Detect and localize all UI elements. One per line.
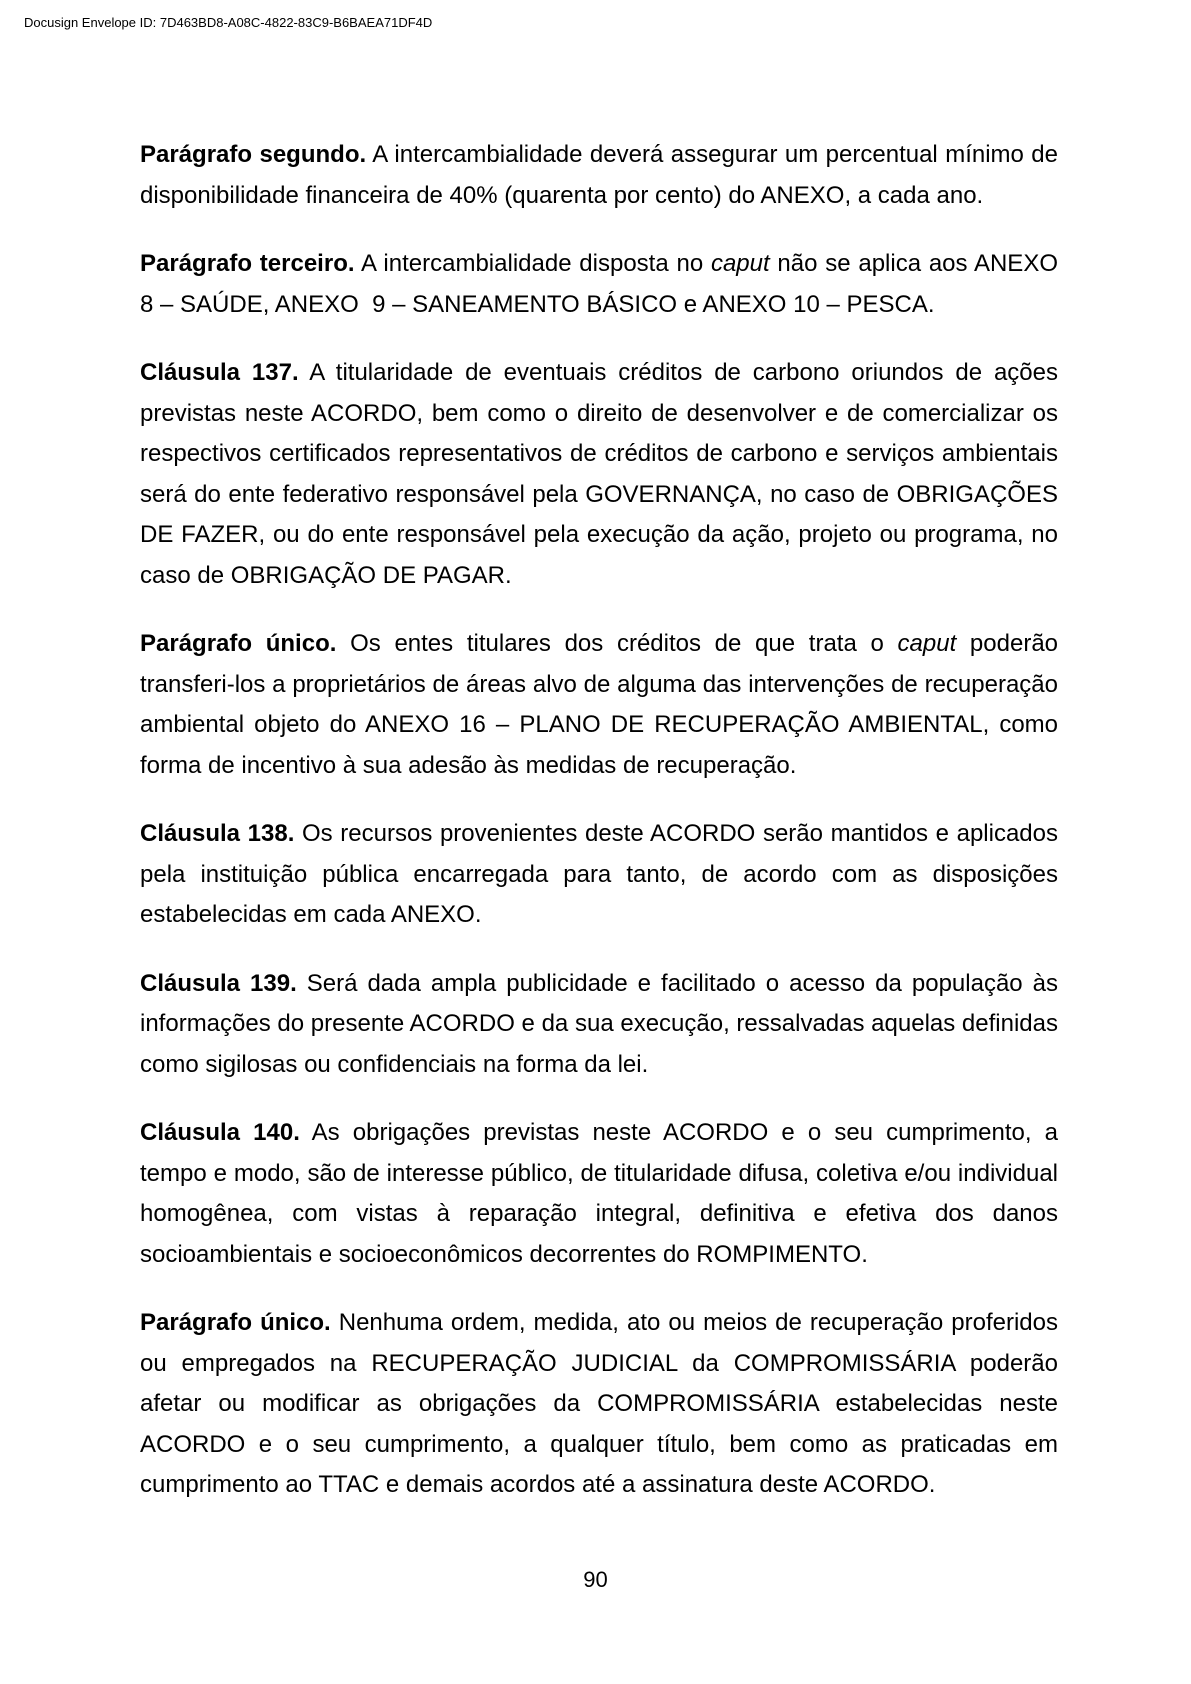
text-run: A intercambialidade disposta no bbox=[354, 250, 711, 277]
paragraph bbox=[140, 814, 1058, 936]
text-run: A intercambialidade deverá assegurar um percentual mínimo de disponibilidade financeira de 40% (quarenta por cento) do ANEXO, a cada ano. bbox=[140, 141, 1059, 209]
paragraph bbox=[140, 624, 1058, 786]
text-run: Será dada ampla publicidade e facilitado o acesso da população às informações do presente ACORDO e da sua execução, ressalvadas aquelas definidas como sigilosas ou confidenciais na forma da lei. bbox=[140, 969, 1058, 1078]
text-run: poderão transferi-los a proprietários de áreas alvo de alguma das intervenções de recuperação ambiental objeto do ANEXO 16 – PLANO DE RECUPERAÇÃO AMBIENTAL, como forma de incentivo à sua adesão às medidas de recuperação. bbox=[140, 630, 1059, 779]
docusign-envelope-header: Docusign Envelope ID: 7D463BD8-A08C-4822-83C9-B6BAEA71DF4D bbox=[24, 15, 433, 30]
text-run: Os entes titulares dos créditos de que trata o bbox=[336, 630, 898, 657]
text-run: Os recursos provenientes deste ACORDO serão mantidos e aplicados pela instituição pública encarregada para tanto, de acordo com as disposições estabelecidas em cada ANEXO. bbox=[140, 820, 1058, 928]
text-run: Nenhuma ordem, medida, ato ou meios de recuperação proferidos ou empregados na RECUPERAÇÃO JUDICIAL da COMPROMISSÁRIA poderão afetar ou modificar as obrigações da COMPROMISSÁRIA estabelecidas neste ACORDO e o seu cumprimento, a qualquer título, bem como as praticadas em cumprimento ao TTAC e demais acordos até a assinatura deste ACORDO. bbox=[140, 1309, 1058, 1498]
paragraph bbox=[140, 1303, 1058, 1506]
text-run: caput bbox=[710, 250, 770, 277]
text-run: caput bbox=[897, 630, 957, 657]
paragraph-lead-in: Cláusula 140. bbox=[140, 1119, 300, 1146]
paragraph bbox=[140, 1113, 1058, 1275]
page-number: 90 bbox=[583, 1567, 608, 1592]
text-run: As obrigações previstas neste ACORDO e o seu cumprimento, a tempo e modo, são de interesse público, de titularidade difusa, coletiva e/ou individual homogênea, com vistas à reparação integral, definitiva e efetiva dos danos socioambientais e socioeconômicos decorrentes do ROMPIMENTO. bbox=[140, 1119, 1058, 1268]
paragraph-lead-in: Parágrafo terceiro. bbox=[140, 250, 355, 277]
paragraph-lead-in: Parágrafo único. bbox=[140, 630, 337, 657]
paragraph bbox=[140, 244, 1058, 325]
document-body bbox=[140, 135, 1058, 1534]
paragraph bbox=[140, 353, 1058, 596]
text-run: não se aplica aos ANEXO 8 – SAÚDE, ANEXO 9 – SANEAMENTO BÁSICO e ANEXO 10 – PESCA. bbox=[140, 250, 1058, 318]
paragraph bbox=[140, 964, 1058, 1086]
text-run: A titularidade de eventuais créditos de carbono oriundos de ações previstas neste ACORDO, bem como o direito de desenvolver e de comercializar os respectivos certificados representativos de créditos de carbono e serviços ambientais será do ente federativo responsável pela GOVERNANÇA, no caso de OBRIGAÇÕES DE FAZER, ou do ente responsável pela execução da ação, projeto ou programa, no caso de OBRIGAÇÃO DE PAGAR. bbox=[140, 359, 1058, 589]
paragraph-lead-in: Parágrafo único. bbox=[140, 1309, 331, 1336]
paragraph-lead-in: Cláusula 137. bbox=[140, 359, 299, 386]
paragraph-lead-in: Cláusula 139. bbox=[140, 969, 297, 997]
paragraph bbox=[140, 135, 1058, 216]
paragraph-lead-in: Cláusula 138. bbox=[140, 820, 295, 847]
paragraph-lead-in: Parágrafo segundo. bbox=[140, 141, 367, 168]
